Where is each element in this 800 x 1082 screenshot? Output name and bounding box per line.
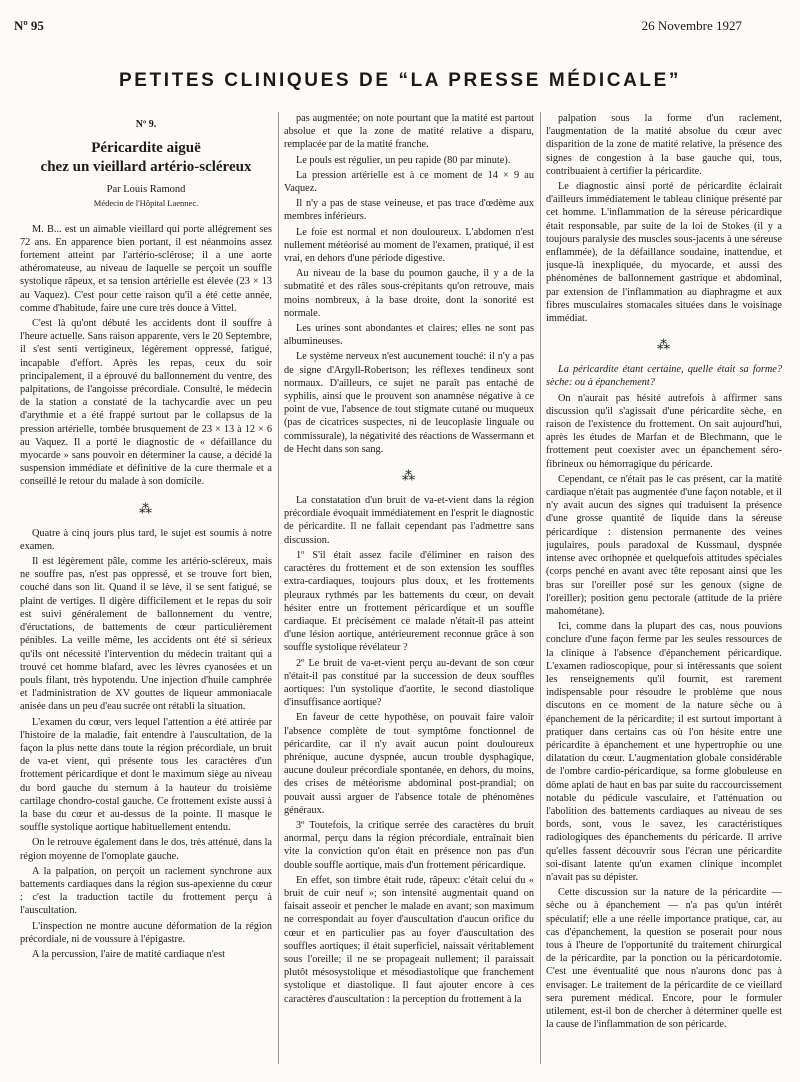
asterism-ornament: ⁂: [402, 468, 416, 484]
column-1: [20, 112, 272, 1072]
asterism-ornament: ⁂: [139, 500, 153, 516]
paragraph: Les urines sont abondantes et claires; elles ne sont pas albumineuses.: [284, 323, 534, 348]
author-affiliation: Médecin de l'Hôpital Laennec.: [93, 198, 199, 209]
title-line-1: Péricardite aiguë: [91, 140, 201, 157]
column-2: [284, 112, 534, 1072]
column-3: [546, 112, 782, 1072]
column-rule: [540, 112, 541, 1064]
paragraph: 1º S'il était assez facile d'éliminer en raison des caractères du frottement et de son extension les souffles extra-cardiaques, toujours plus doux, et les frottements pleuraux rythmés par les battements du cœur, on devait hésiter entre un frottement péricardique et un souffle cardiaque. Et précisément ce malade n'était-il pas atteint d'une lésion aortique, antérieurement reconnue grâce à son souffle systolique révélateur ?: [284, 549, 534, 654]
article-title: [20, 139, 272, 177]
paragraph: Il n'y a pas de stase veineuse, et pas trace d'œdème aux membres inférieurs.: [284, 198, 534, 223]
paragraph: palpation sous la forme d'un raclement, l'augmentation de la matité absolue du cœur avec disparition de la zone de matité relative, la présence des signes de congestion à la base gauche qui, tous, contribuaient à certifier la péricardite.: [546, 113, 782, 177]
paragraph: Ici, comme dans la plupart des cas, nous pouvions conclure d'une façon ferme par les seules ressources de la clinique à l'absence d'épanchement péricardique. L'examen radioscopique, pour si intéressants que soient les renseignements qu'il fournit, est rarement indispensable pour résoudre le problème que nous discutons en ce moment de la nature sèche ou à épanchement de la péricardite; il est surtout important à pratiquer dans certains cas où l'on hésite entre une péricardite à épanchement et une hypertrophie ou une dilatation du cœur. L'augmentation globale considérable de l'ombre cardio-péricardique, sa forme globuleuse en dôme aplati de haut en bas par suite du raccourcissement notable du pédicule vasculaire, et l'atténuation ou l'abolition des battements cardiaques au niveau de ses bords, sont, vous le savez, les caractéristiques radiologiques des épanchements du péricarde. Il arrive qu'elles fassent découvrir sous l'écran une péricardite soi-disant latente qu'un examen clinique incomplet n'avait pas su dépister.: [546, 621, 782, 883]
section-masthead: PETITES CLINIQUES DE “LA PRESSE MÉDICALE”: [119, 70, 681, 91]
paragraph: A la percussion, l'aire de matité cardiaque n'est: [32, 948, 225, 960]
paragraph: Il est légèrement pâle, comme les artério-scléreux, mais ne souffre pas, n'est pas oppressé, et se trouve fort bien, couché dans son lit. Quand il se lève, il se sent fatigué, se plaint de vertiges. Il digère difficilement et le repas du soir est suivi généralement de ballonnement du ventre, d'éructations, de battements de cœur particulièrement pénibles. La veille même, les accidents ont été si sérieux qu'ils ont nécessité l'intervention du médecin traitant qui a trouvé cet homme blafard, avec les lèvres cyanosées et un pouls filant, très hypotendu. Une injection d'huile camphrée et l'administration de XV gouttes de liqueur ammoniacale anisée dans un peu d'eau sucrée ont rétabli la situation.: [20, 556, 272, 713]
paragraph: La pression artérielle est à ce moment de 14 × 9 au Vaquez.: [284, 169, 534, 195]
article-number: Nº 9.: [135, 119, 157, 130]
paragraph: M. B... est un aimable vieillard qui porte allégrement ses 72 ans. En apparence bien portant, il est néanmoins assez fortement atteint par l'artério-sclérose; il a une aorte athéromateuse, au niveau de laquelle se perçoit un souffle systolique râpeux, et sa tension artérielle est élevée (23 × 13 au Vaquez). C'est pour cette raison qu'il a été cette année, comme d'habitude, faire une cure très douce à Vittel.: [20, 223, 272, 314]
paragraph: On n'aurait pas hésité autrefois à affirmer sans discussion qu'il s'agissait d'une péricardite sèche, en raison de l'existence du frottement. On sait aujourd'hui, après les études de Marfan et de Blechmann, que le frottement peut coexister avec un épanchement séro-fibrineux ou hémorragique du péricarde.: [546, 392, 782, 470]
title-line-2: chez un vieillard artério-scléreux: [40, 159, 252, 176]
paragraph: On le retrouve également dans le dos, très atténué, dans la région moyenne de l'omoplate gauche.: [20, 837, 272, 862]
paragraph: Le système nerveux n'est aucunement touché: il n'y a pas de signe d'Argyll-Robertson; les réflexes tendineux sont normaux. D'ailleurs, ce sujet ne paraît pas entaché de syphilis, ainsi que le prouvent son anamnèse négative à ce point de vue, l'absence de tout stigmate cutané ou muqueux (pas de cicatrices suspectes, ni de leucoplasie linguale ou commissurale), la négativité des réactions de Wassermann et de Hecht dans son sang.: [284, 351, 534, 455]
paragraph: L'inspection ne montre aucune déformation de la région précordiale, ni de voussure à l'épigastre.: [20, 920, 272, 945]
paragraph: Cependant, ce n'était pas le cas présent, car la matité cardiaque n'était pas augmentée d'une façon notable, et il n'y avait aucun des signes qui traduisent la présence d'une grosse quantité de liquide dans la séreuse péricardique : distension permanente des veines jugulaires, pouls paradoxal de Kussmaul, dyspnée intense avec orthopnée et quelquefois attitudes spéciales (corps penché en avant avec tête reposant ainsi que les bras sur l'oreiller posé sur les genoux (signe de l'oreiller); position genu pectorale (attitude de la prière mahométane).: [546, 473, 782, 617]
paragraph: 3º Toutefois, la critique serrée des caractères du bruit anormal, perçu dans la région précordiale, entraînait bien vite la conviction qu'on était en présence non pas d'un double souffle aortique, mais d'un frottement péricardique.: [284, 819, 534, 871]
paragraph: Le diagnostic ainsi porté de péricardite éclairait d'ailleurs immédiatement le tableau clinique présenté par cet homme. L'inflammation de la séreuse péricardique était responsable, par suite de la loi de Stokes (il y a toujours paralysie des muscles sous-jacents à une séreuse enflammée), de la défaillance soudaine, inattendue, et jusque-là inexpliquée, du myocarde, et aussi des phénomènes de ballonnement gastrique et abdominal, par extension de l'inflammation au diaphragme et aux fibres musculaires stomacales situées dans le voisinage immédiat.: [546, 181, 782, 325]
column-rule: [278, 112, 279, 1064]
paragraph: pas augmentée; on note pourtant que la matité est partout absolue et que la zone de matité relative a disparu, remplacée par de la matité franche.: [284, 113, 534, 151]
paragraph: C'est là qu'ont débuté les accidents dont il souffre à l'heure actuelle. Sans raison apparente, vers le 20 Septembre, il s'est senti vertigineux, légèrement oppressé, fatigué, incapable d'effort. Après les repas, ceux du soir principalement, il a éprouvé du ballonnement du ventre, des palpitations, de l'angoisse précordiale. Consulté, le médecin de la station a constaté de la tachycardie avec un peu d'arythmie et a été frappé surtout par le collapsus de la pression artérielle, tombée brusquement de 23 × 13 à 12 × 6 au Vaquez. Il a porté le diagnostic de « défaillance du myocarde » sans pouvoir en déterminer la cause, a décidé la suspension immédiate et définitive de la cure thermale et a conseillé le retour du malade à son domicile.: [20, 318, 272, 488]
asterism-ornament: ⁂: [657, 337, 671, 353]
issue-date: 26 Novembre 1927: [641, 18, 742, 33]
paragraph: Le pouls est régulier, un peu rapide (80 par minute).: [296, 154, 511, 166]
paragraph: Quatre à cinq jours plus tard, le sujet est soumis à notre examen.: [20, 527, 272, 552]
running-header: [0, 18, 800, 38]
paragraph: A la palpation, on perçoit un raclement synchrone aux battements cardiaques dans la région sus-apexienne du cœur : c'est la traduction tactile du frottement perçu à l'auscultation.: [20, 865, 272, 917]
paragraph: L'examen du cœur, vers lequel l'attention a été attirée par l'histoire de la maladie, fait entendre à l'auscultation, de la façon la plus nette dans toute la région précordiale, un bruit de va-et vient, qui présente tous les caractères d'un frottement péricardique et dont le maximum siège au niveau du bord gauche du sternum à la hauteur du troisième cartilage chondro-costal gauche. Ce frottement existe aussi à la base du cœur et au-dessus de la pointe. Il masque le souffle systolique aortique habituellement entendu.: [20, 716, 272, 834]
paragraph: Cette discussion sur la nature de la péricardite — sèche ou à épanchement — n'a pas qu'un intérêt spéculatif; elle a une réelle importance pratique, car, au cas d'épanchement, la question se poserait pour nous tous à l'heure de l'opportunité du traitement chirurgical de la péricardite, par la ponction ou la péricardotomie. C'est une éventualité que nous n'aurons donc pas à envisager. Le traitement de la péricardite de ce vieillard sera purement médical. Encore, pour le formuler utilement, est-il bon de chercher à déterminer quelle est la cause de l'inflammation de son péricarde.: [546, 887, 782, 1031]
paragraph: Le foie est normal et non douloureux. L'abdomen n'est nullement météorisé au moment de l'examen, pratiqué, il est vrai, en dehors d'une période digestive.: [284, 226, 534, 265]
paragraph: En effet, son timbre était rude, râpeux: c'était celui du « bruit de cuir neuf »; son intensité augmentait quand on faisait asseoir et pencher le malade en avant; son maximum ne correspondait au foyer d'auscultation d'aucun orifice du cœur et en particulier pas au foyer d'auscultation des souffles aortiques; il était superficiel, naissait véritablement sous l'oreille; il ne se propageait nullement; il paraissait plutôt mésosystolique et mésodiastolique que franchement systolique et diastolique. Il faut ajouter encore à ces caractères d'auscultation : la perception du frottement à la: [284, 874, 534, 1005]
paragraph: La constatation d'un bruit de va-et-vient dans la région précordiale évoquait immédiatement en l'esprit le diagnostic de péricardite. Il ne fallait cependant pas l'admettre sans discussion.: [284, 495, 534, 546]
issue-number: Nº 95: [14, 18, 44, 33]
paragraph: 2º Le bruit de va-et-vient perçu au-devant de son cœur n'était-il pas constitué par la succession de deux souffles aortiques: l'un systolique d'aortite, le second diastolique d'insuffisance aortique?: [284, 657, 534, 709]
paragraph: En faveur de cette hypothèse, on pouvait faire valoir l'absence complète de tout symptôme fonctionnel de péricardite, car il n'y avait aucun point douloureux phrénique, aucune dyspnée, aucun trouble dysphagique, aucune douleur précordiale spontanée, en dehors, du moins, des crises de météorisme abdominal post-prandial; on pouvait aussi arguer de l'absence totale de phénomènes généraux.: [284, 712, 534, 816]
paragraph: Au niveau de la base du poumon gauche, il y a de la submatité et des râles sous-crépitants qu'on retrouve, mais moins nombreux, à la base droite, dont la sonorité est normale.: [284, 268, 534, 319]
article-author: Par Louis Ramond: [106, 184, 186, 196]
paragraph-italic: La péricardite étant certaine, quelle était sa forme? sèche: ou à épanchement?: [546, 364, 782, 389]
